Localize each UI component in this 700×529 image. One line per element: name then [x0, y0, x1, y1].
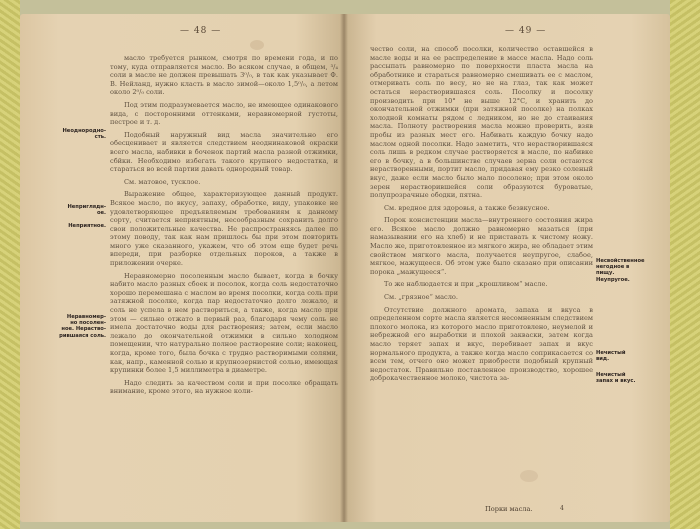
margin-heading: Нечистый запах и вкус. — [596, 372, 636, 385]
book-gutter — [340, 14, 348, 522]
paragraph: Отсутствие должного аромата, запаха и вкуса в определенном сорте масла является несомненным следствием плохого молока, из которого масло приготовлено, неумелой и небрежной его выработки и плохой закваски, затем когда масло теряет запах и вкус, перебивает запах и вкус нормального продукта, а также когда масло соприкасается со всем тем, отчего оно может приобрести подобный крупный недостаток. Правильно поставленное производство, хорошее доброкачественное молоко, чистота за- — [370, 305, 593, 383]
stain — [250, 40, 264, 50]
margin-heading: Неоднородно- сть. — [62, 128, 106, 141]
left-page-text — [110, 54, 338, 396]
margin-heading: Нечистый вид. — [596, 350, 626, 363]
margin-heading: Неравномер- но посолен- ное. Нераство- рившаяся соль. — [59, 314, 106, 339]
paragraph: Подобный наружный вид масла значительно его обесценивает и является следствием неоднинаковой окраски всего масла, набивки в боченок партий масла разной отжимки, сбйки. Необходимо избегать такого крупного недостатка, и стараться во всей партии давать однородный товар. — [110, 130, 338, 174]
paragraph: чество соли, на способ посолки, количество оставшейся в масле воды и на ее распределение в массе масла. Надо соль рассыпать равномерно по поверхности пласта масла на обработнике и стараться равномерно смешивать ее с маслом, отмеривать соль по весу, но не на глаз, так как может остаться нерастворившаяся соль. Посолку и посолку производить при 10° не выше 12°С, и хранить до окончательной отжимки (при затяжной посолке) на полках холодной комнаты рядом с ледником, но не до стаивания масла. Полноту растворения масла можно проверить, взяв пробы из разных мест его. Набивать каждую бочку надо маслом одной посолки. Надо заметить, что нерастворившаяся соль лишь в редком случае растворяется в масле, по набивке его в бочку, а в большинстве случаев зерна соли остаются нерастворенными, портит масло, придавая ему резко соленый вкус, даже если масло было мало посолено; при этом около зерен нерастворившейся соли образуются буроватые, полупрозрачные ободки, пятна. — [370, 45, 593, 200]
page-footer: Порки масла. — [485, 505, 533, 513]
stain — [520, 470, 538, 482]
paragraph: Выражение общее, характеризующее данный продукт. Всякое масло, по вкусу, запаху, обработке, виду, упаковке не удовлетворяющее предъявляемым требованиям к данному сорту, считается неприятным, несообразным сохранить долго свои положительные качества. Не распространяясь далее по этому поводу, так как нам пришлось бы при этом повторить много уже сказанного, укажем, что об этом еще будет речь впереди, при разборке отдельных пороков, а также в приложении очерке. — [110, 190, 338, 268]
page-number-right: — 49 — — [505, 26, 547, 36]
right-page-text — [370, 45, 593, 383]
paragraph: Под этим подразумевается масло, не имеющее одинакового вида, с посторонними оттенками, неравномерной густоты, пестрое и т. д. — [110, 100, 338, 127]
paragraph: См. вредное для здоровья, а также безвкусное. — [384, 203, 550, 212]
page-number-left: — 48 — — [180, 26, 222, 36]
margin-heading: Несвойственное негодное в пищу. Неупругое. — [596, 258, 645, 283]
margin-heading: Неприятное. — [68, 223, 106, 229]
margin-heading: Неприглядн- ое. — [67, 204, 106, 217]
paragraph: См. „грязное“ масло. — [384, 293, 458, 302]
book-cover-right-edge — [670, 0, 700, 529]
paragraph: Порок консистенции масла—внутреннего состояния жира его. Всякое масло должно равномерно мазаться (при намазывании его на хлеб) и не приставать к чистому ножу. Масло же, приготовленное из мягкого жира, не обладает этим свойством мягкого масла, получается неупругое, слабое, мягкое, мажущееся. Об этом уже было сказано при описании порока „мажущееся“. — [370, 216, 593, 276]
paragraph: масло требуется рынком, смотря по времени года, и по тому, куда отправляется масло. Во всяком случае, в общем, ³/₄ соли в масле не должен превышать 3⁰/₀, в так как указывает Ф. В. Нейланд, нужно класть в масло зимой—около 1,5⁰/₀, а летом около 2⁰/₀ соли. — [110, 54, 338, 97]
book-cover-left-edge — [0, 0, 20, 529]
paragraph: Надо следить за качеством соли и при посолке обращать внимание, кроме этого, на нужное коли- — [110, 378, 338, 396]
paragraph: См. матовое, тусклое. — [124, 177, 201, 186]
signature-mark: 4 — [560, 505, 564, 512]
paragraph: Неравномерно посоленным масло бывает, когда в бочку набито масло разных сбоек и посолок, когда соль недостаточно хорошо перемешана с маслом во время посолки, когда соль при затяжной посолке, когда пар недостаточно долго лежало, и соль не успела в нем раствориться, а также, когда масло при этом — сильно отжато в первый раз, благодаря чему соль не имела достаточно воды для растворения; затем, если масло лежало до окончательной отжимки в сильно холодном помещении, что натурально полное растворение соли; наконец, когда, кроме того, была бочка с трудно растворимыми солями, как, напр., каменной солью и крупнозернистой солью, имеющая крупинки более 1,5 миллиметра в диаметре. — [110, 271, 338, 375]
paragraph: То же наблюдается и при „крошливом“ масле. — [384, 280, 548, 289]
